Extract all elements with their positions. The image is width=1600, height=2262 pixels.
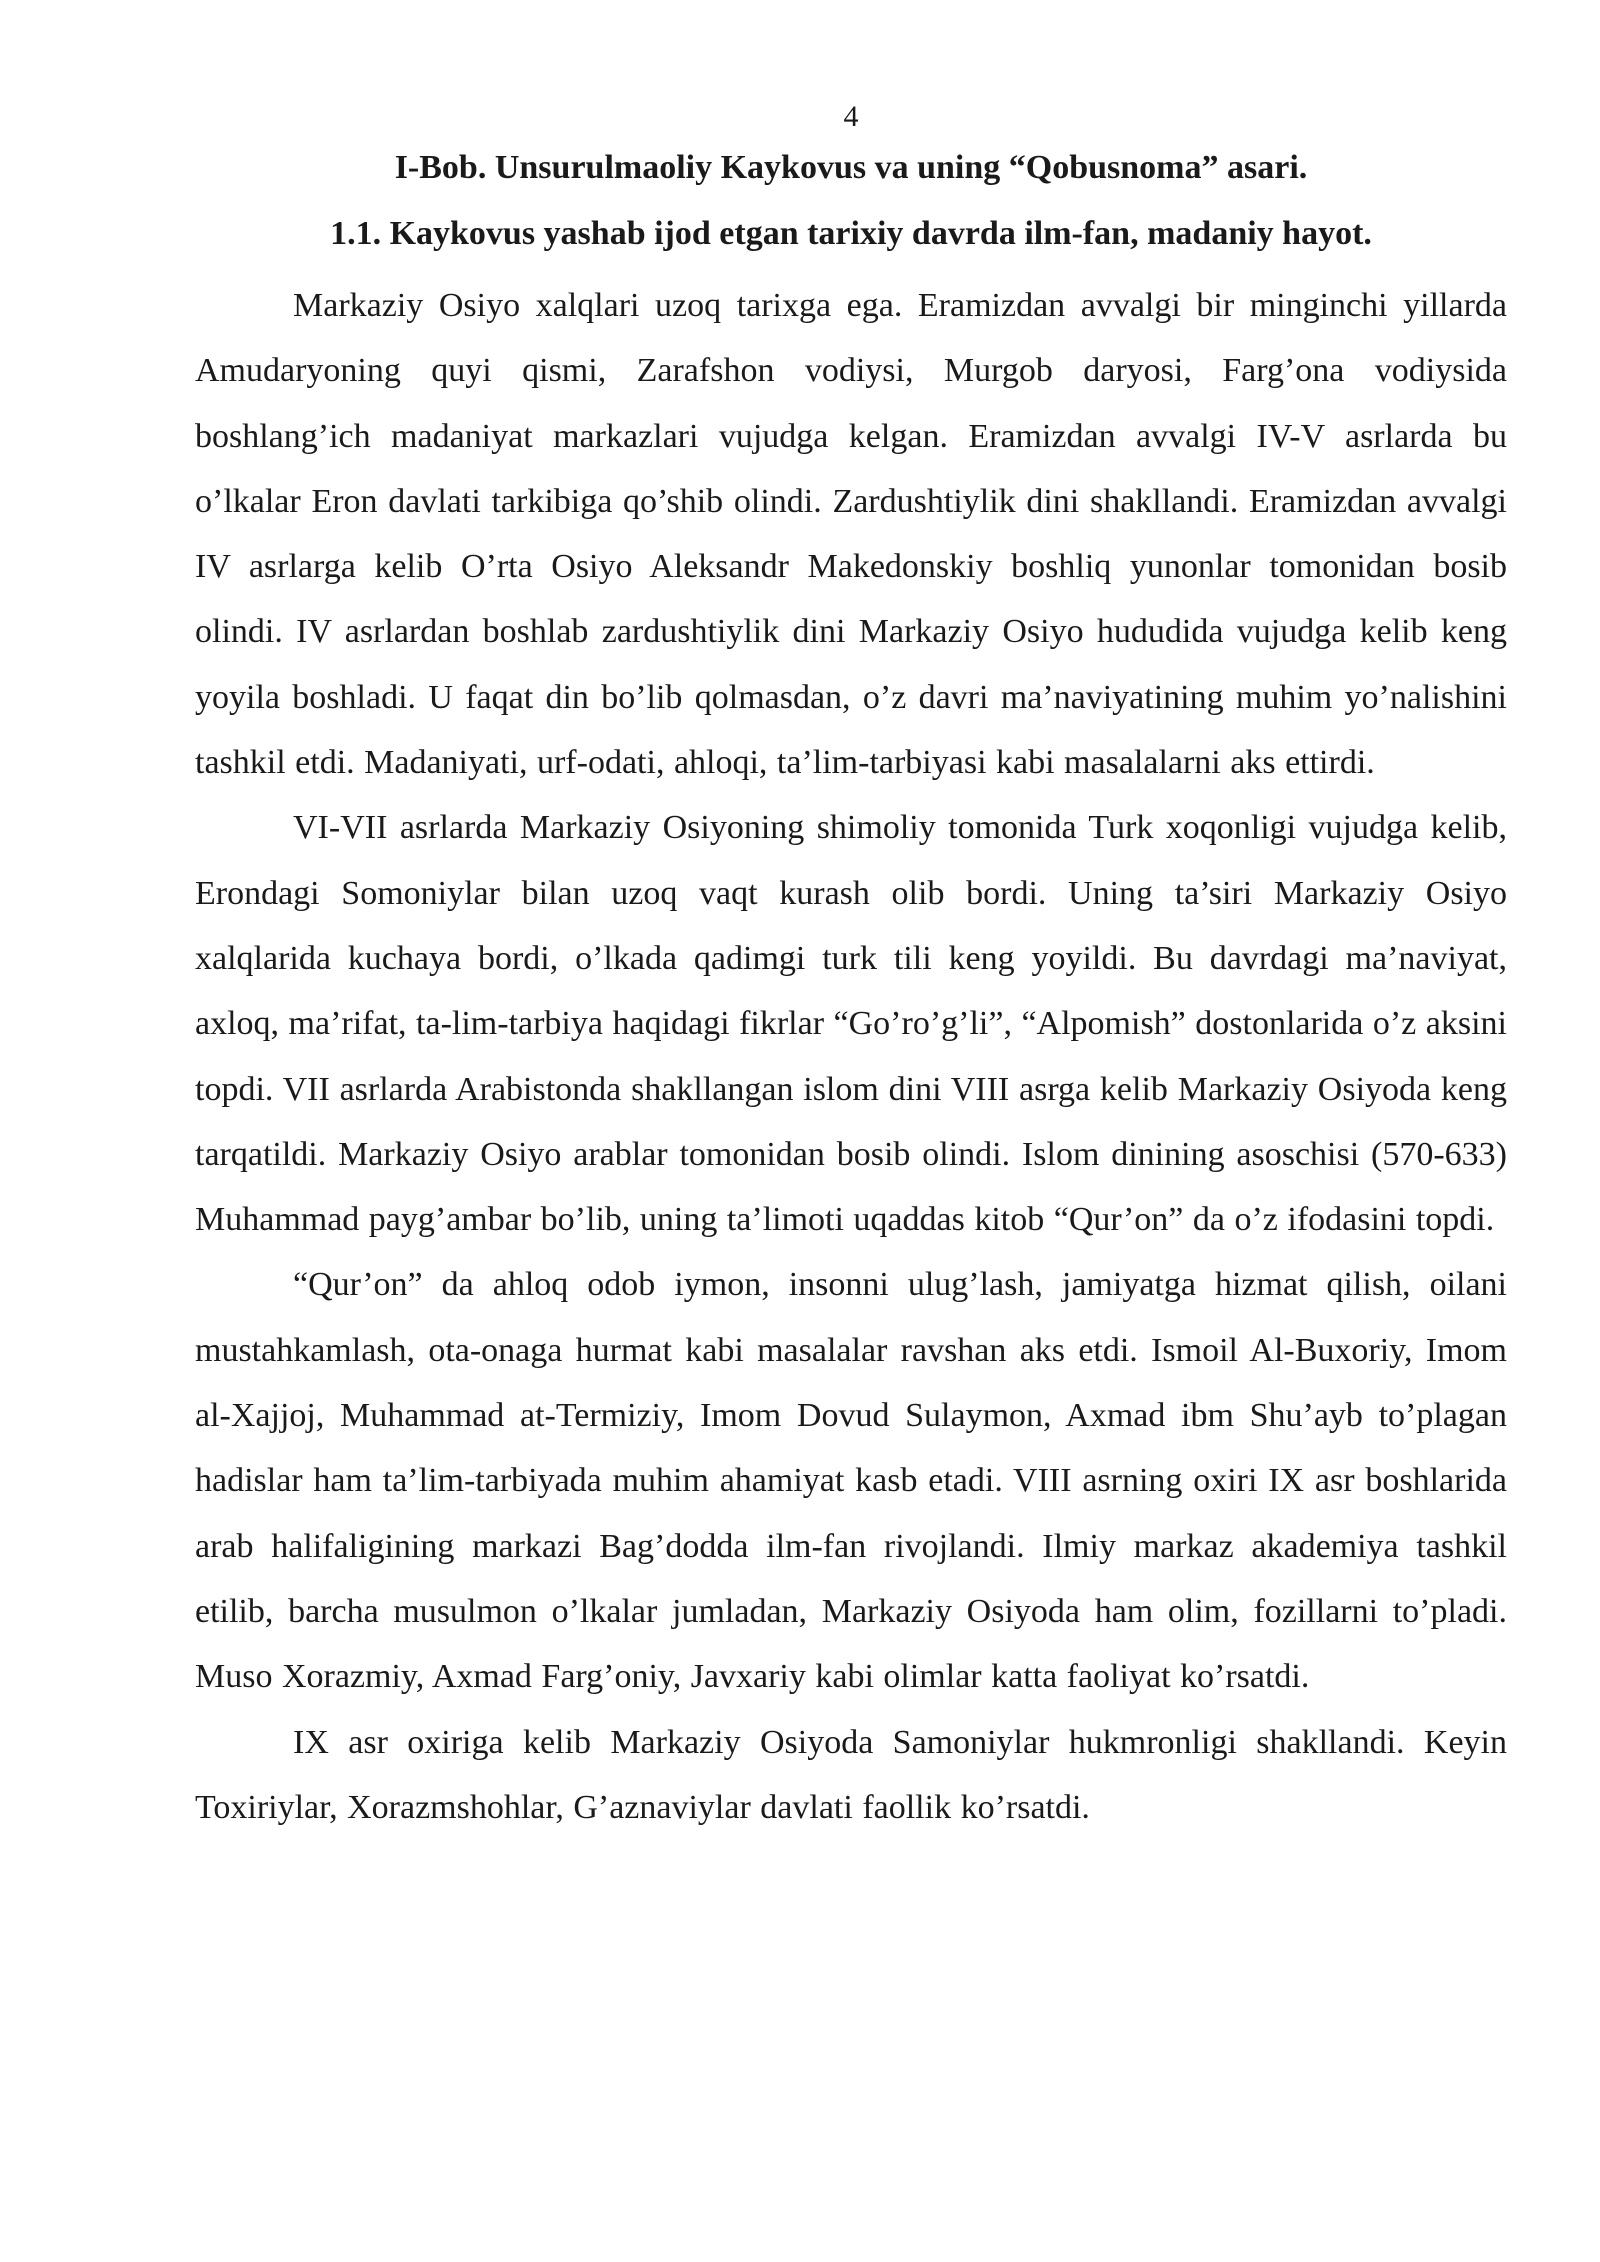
- page-number: 4: [843, 100, 859, 133]
- section-title: 1.1. Kaykovus yashab ijod etgan tarixiy davrda ilm-fan, madaniy hayot.: [330, 215, 1372, 252]
- body-text: [195, 273, 1507, 1840]
- paragraph: “Qur’on” da ahloq odob iymon, insonni ulug’lash, jamiyatga hizmat qilish, oilani mustahkamlash, ota-onaga hurmat kabi masalalar ravshan aks etdi. Ismoil Al-Buxoriy, Imom al-Xajjoj, Muhammad at-Termiziy, Imom Dovud Sulaymon, Axmad ibm Shu’ayb to’plagan hadislar ham ta’lim-tarbiyada muhim ahamiyat kasb etadi. VIII asrning oxiri IX asr boshlarida arab halifaligining markazi Bag’dodda ilm-fan rivojlandi. Ilmiy markaz akademiya tashkil etilib, barcha musulmon o’lkalar jumladan, Markaziy Osiyoda ham olim, fozillarni to’pladi. Muso Xorazmiy, Axmad Farg’oniy, Javxariy kabi olimlar katta faoliyat ko’rsatdi.: [195, 1266, 1507, 1696]
- paragraph: Markaziy Osiyo xalqlari uzoq tarixga ega. Eramizdan avvalgi bir minginchi yillarda Amudaryoning quyi qismi, Zarafshon vodiysi, Murgob daryosi, Farg’ona vodiysida boshlang’ich madaniyat markazlari vujudga kelgan. Eramizdan avvalgi IV-V asrlarda bu o’lkalar Eron davlati tarkibiga qo’shib olindi. Zardushtiylik dini shakllandi. Eramizdan avvalgi IV asrlarga kelib O’rta Osiyo Aleksandr Makedonskiy boshliq yunonlar tomonidan bosib olindi. IV asrlardan boshlab zardushtiylik dini Markaziy Osiyo hududida vujudga kelib keng yoyila boshladi. U faqat din bo’lib qolmasdan, o’z davri ma’naviyatining muhim yo’nalishini tashkil etdi. Madaniyati, urf-odati, ahloqi, ta’lim-tarbiyasi kabi masalalarni aks ettirdi.: [195, 287, 1507, 782]
- chapter-title: I-Bob. Unsurulmaoliy Kaykovus va uning “Qobusnoma” asari.: [394, 149, 1308, 186]
- paragraph: VI-VII asrlarda Markaziy Osiyoning shimoliy tomonida Turk xoqonligi vujudga kelib, Erondagi Somoniylar bilan uzoq vaqt kurash olib bordi. Uning ta’siri Markaziy Osiyo xalqlarida kuchaya bordi, o’lkada qadimgi turk tili keng yoyildi. Bu davrdagi ma’naviyat, axloq, ma’rifat, ta-lim-tarbiya haqidagi fikrlar “Go’ro’g’li”, “Alpomish” dostonlarida o’z aksini topdi. VII asrlarda Arabistonda shakllangan islom dini VIII asrga kelib Markaziy Osiyoda keng tarqatildi. Markaziy Osiyo arablar tomonidan bosib olindi. Islom dinining asoschisi (570-633) Muhammad payg’ambar bo’lib, uning ta’limoti uqaddas kitob “Qur’on” da o’z ifodasini topdi.: [195, 809, 1507, 1239]
- paragraph: IX asr oxiriga kelib Markaziy Osiyoda Samoniylar hukmronligi shakllandi. Keyin Toxiriylar, Xorazmshohlar, G’aznaviylar davlati faollik ko’rsatdi.: [195, 1723, 1507, 1826]
